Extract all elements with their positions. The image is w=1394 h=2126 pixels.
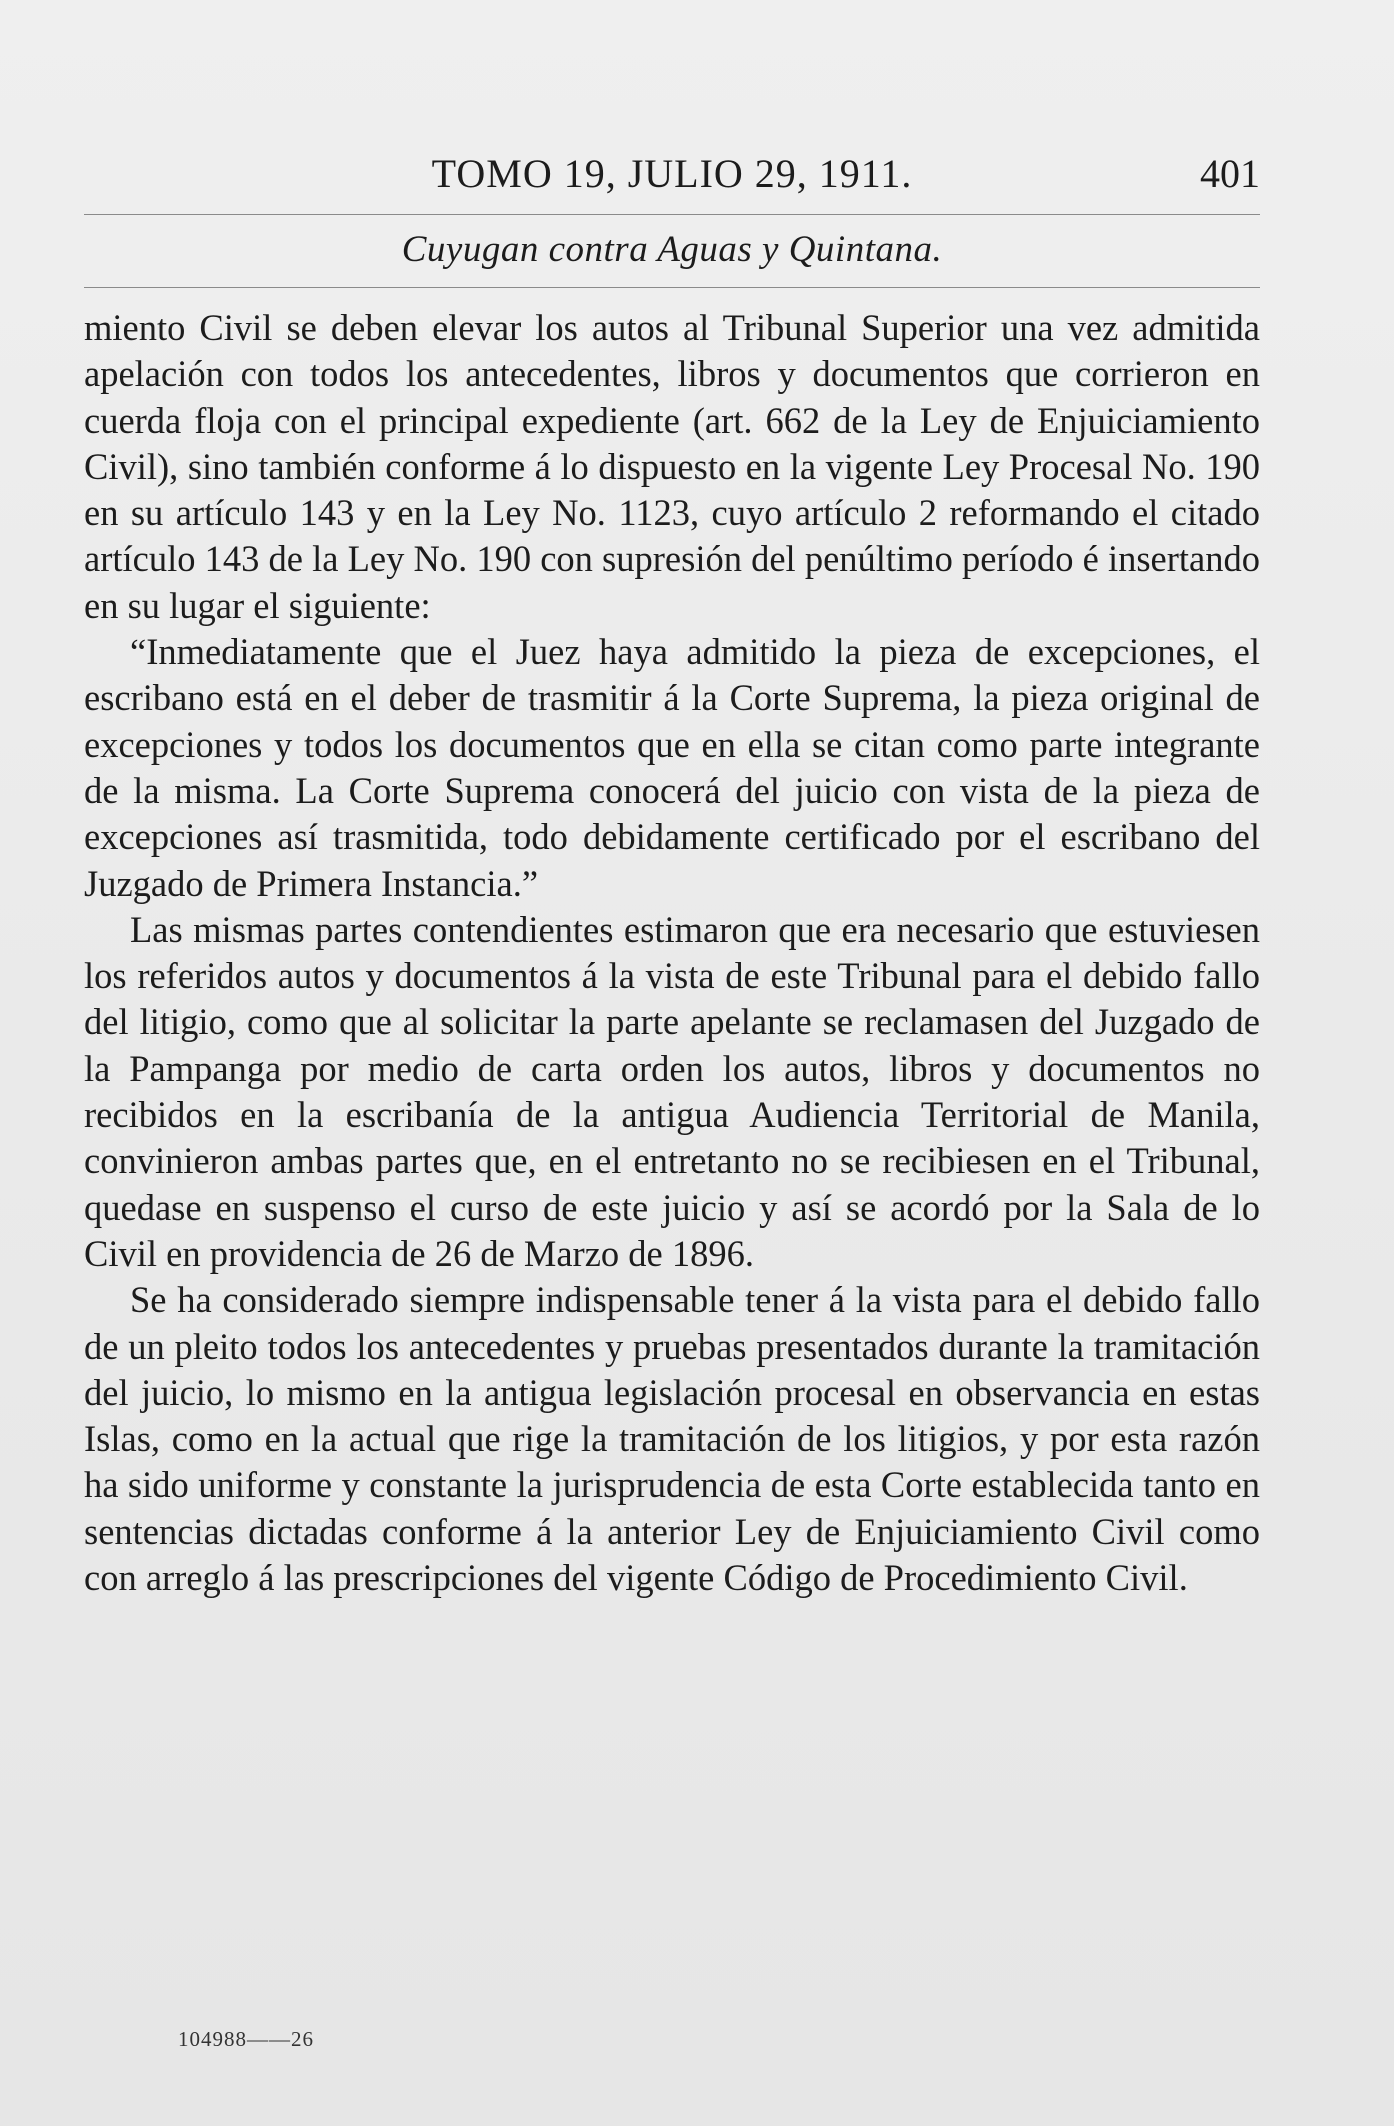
header-title: TOMO 19, JULIO 29, 1911. bbox=[431, 151, 913, 196]
page-number: 401 bbox=[1200, 151, 1260, 196]
page-header bbox=[84, 150, 1260, 210]
paragraph-continuation: miento Civil se deben elevar los autos al Tribunal Superior una vez admitida apelación con todos los antecedentes, libros y documentos que corrieron en cuerda floja con el principal expediente (art. 662 de la Ley de Enjuiciamiento Civil), sino también conforme á lo dispuesto en la vigente Ley Procesal No. 190 en su artículo 143 y en la Ley No. 1123, cuyo artículo 2 reformando el citado artículo 143 de la Ley No. 190 con supresión del penúltimo período é insertando en su lugar el siguiente: bbox=[84, 307, 1260, 626]
running-head-rule bbox=[84, 287, 1260, 288]
paragraph: Se ha considerado siempre indispensable tener á la vista para el debido fallo de un pleito todos los antecedentes y pruebas presentados durante la tramitación del juicio, lo mismo en la antigua legislación procesal en observancia en estas Islas, como en la actual que rige la tramitación de los litigios, y por esta razón ha sido uniforme y constante la jurisprudencia de esta Corte establecida tanto en sentencias dictadas conforme á la anterior Ley de Enjuiciamiento Civil como con arreglo á las prescripciones del vigente Código de Procedimiento Civil. bbox=[84, 1279, 1260, 1599]
paragraph-quotation: “Inmediatamente que el Juez haya admitido la pieza de excepciones, el escribano está en el deber de trasmitir á la Corte Suprema, la pieza original de excepciones y todos los documentos que en ella se citan como parte integrante de la misma. La Corte Suprema conocerá del juicio con vista de la pieza de excepciones así trasmitida, todo debidamente certificado por el escribano del Juzgado de Primera Instancia.” bbox=[84, 631, 1260, 904]
printer-signature: 104988——26 bbox=[178, 2027, 314, 2051]
header-rule bbox=[84, 214, 1260, 215]
running-head: Cuyugan contra Aguas y Quintana. bbox=[401, 229, 943, 270]
body-text bbox=[84, 305, 1260, 1601]
paragraph: Las mismas partes contendientes estimaron que era necesario que estuviesen los referidos autos y documentos á la vista de este Tribunal para el debido fallo del litigio, como que al solicitar la parte apelante se reclamasen del Juzgado de la Pampanga por medio de carta orden los autos, libros y documentos no recibidos en la escribanía de la antigua Audiencia Territorial de Manila, convinieron ambas partes que, en el entretanto no se recibiesen en el Tribunal, quedase en suspenso el curso de este juicio y así se acordó por la Sala de lo Civil en providencia de 26 de Marzo de 1896. bbox=[84, 908, 1260, 1274]
